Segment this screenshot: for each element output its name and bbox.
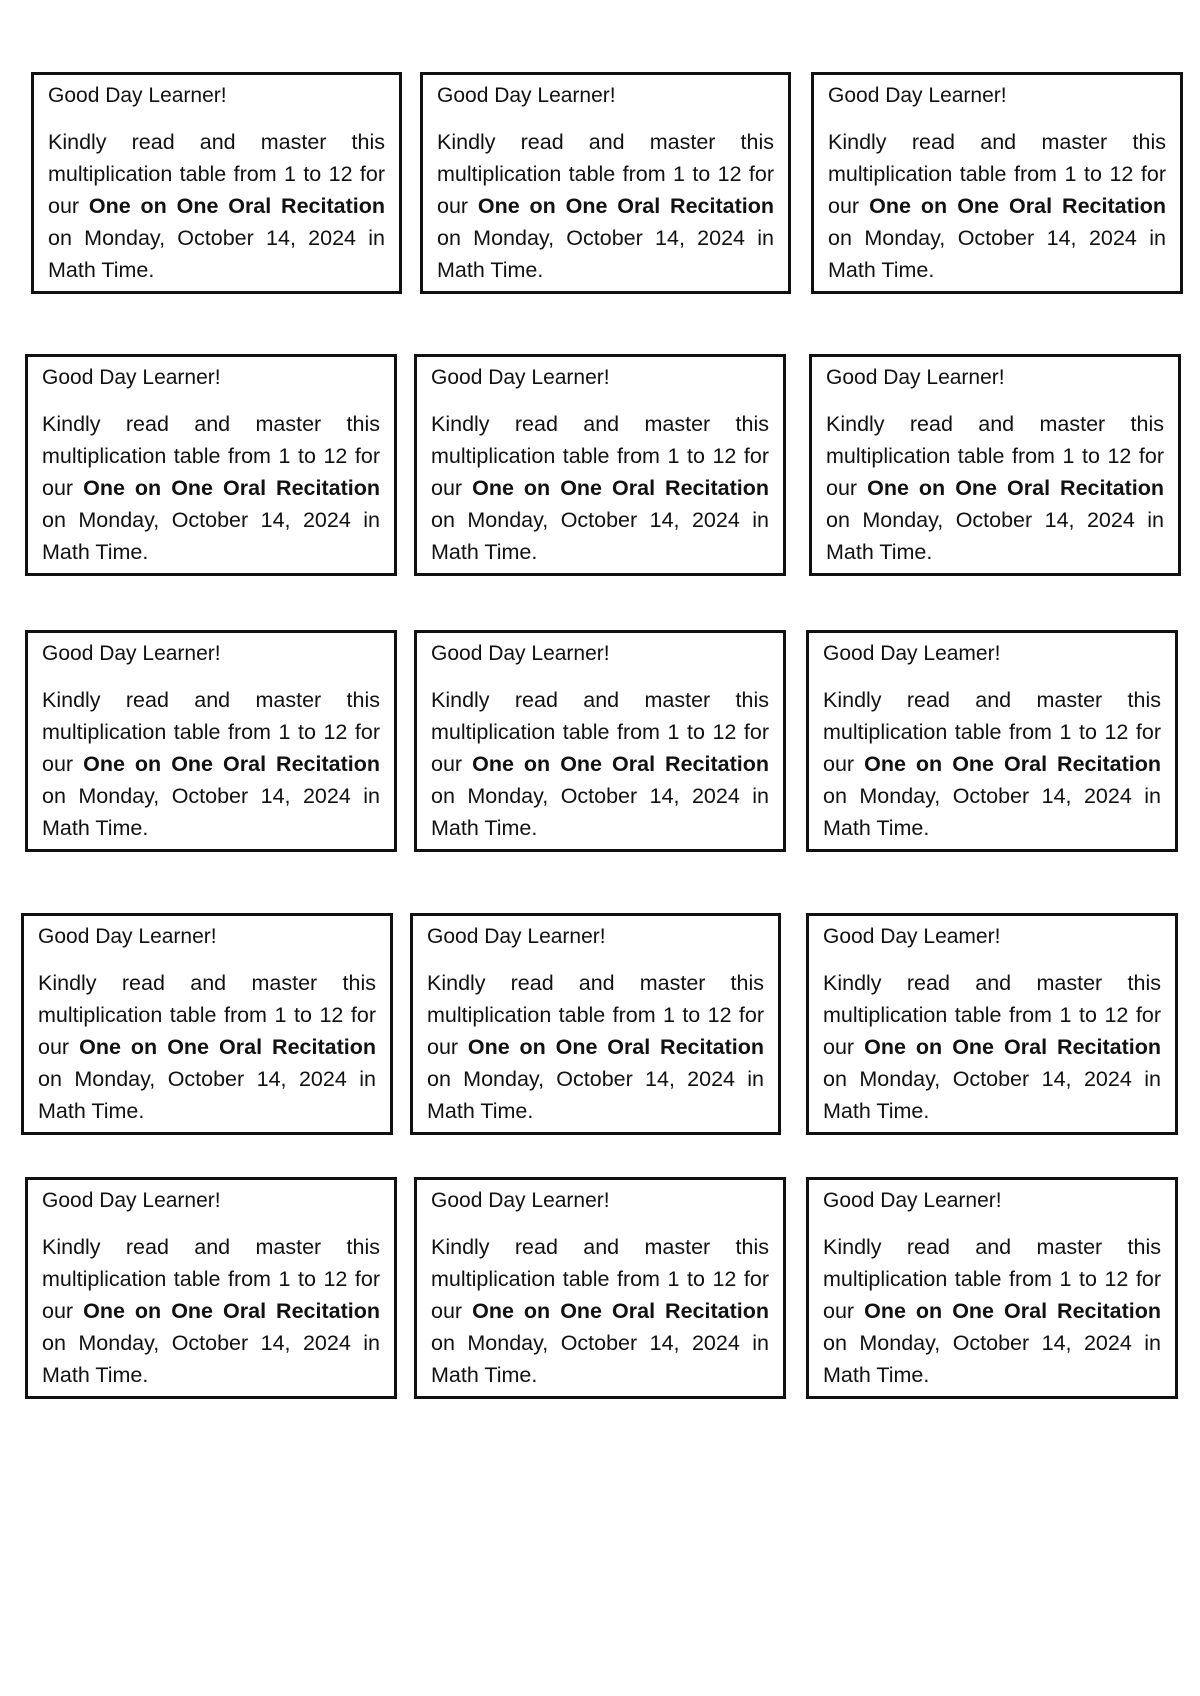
card-closing: on Monday, October 14, 2024 in Math Time. [826,508,1164,564]
card-message [42,408,380,568]
card-message [823,967,1161,1127]
reminder-card [420,72,791,294]
card-intro: Kindly read and master this multiplication table from 1 to 12 for our [437,130,774,218]
reminder-card [414,1177,786,1399]
card-intro: Kindly read and master this multiplication table from 1 to 12 for our [431,1235,769,1323]
card-intro: Kindly read and master this multiplication table from 1 to 12 for our [48,130,385,218]
card-greeting: Good Day Learner! [437,84,616,107]
card-closing: on Monday, October 14, 2024 in Math Time. [42,508,380,564]
card-message [38,967,376,1127]
card-event: One on One Oral Recitation [472,476,769,500]
reminder-card [410,913,781,1135]
card-event: One on One Oral Recitation [864,752,1161,776]
reminder-card [31,72,402,294]
card-intro: Kindly read and master this multiplication table from 1 to 12 for our [42,688,380,776]
reminder-card [414,630,786,852]
card-message [437,126,774,286]
card-event: One on One Oral Recitation [472,1299,769,1323]
card-message [427,967,764,1127]
card-intro: Kindly read and master this multiplication table from 1 to 12 for our [823,1235,1161,1323]
card-closing: on Monday, October 14, 2024 in Math Time. [38,1067,376,1123]
card-greeting: Good Day Learner! [427,925,606,948]
card-greeting: Good Day Learner! [431,642,610,665]
card-intro: Kindly read and master this multiplication table from 1 to 12 for our [427,971,764,1059]
card-closing: on Monday, October 14, 2024 in Math Time. [437,226,774,282]
card-greeting: Good Day Learner! [431,1189,610,1212]
card-greeting: Good Day Learner! [42,642,221,665]
card-event: One on One Oral Recitation [79,1035,376,1059]
card-closing: on Monday, October 14, 2024 in Math Time. [42,1331,380,1387]
reminder-card [25,1177,397,1399]
card-message [48,126,385,286]
card-intro: Kindly read and master this multiplication table from 1 to 12 for our [826,412,1164,500]
card-closing: on Monday, October 14, 2024 in Math Time. [823,784,1161,840]
card-intro: Kindly read and master this multiplication table from 1 to 12 for our [38,971,376,1059]
card-greeting: Good Day Learner! [431,366,610,389]
card-closing: on Monday, October 14, 2024 in Math Time. [823,1067,1161,1123]
reminder-card [806,913,1178,1135]
reminder-card [811,72,1183,294]
card-greeting: Good Day Learner! [38,925,217,948]
card-intro: Kindly read and master this multiplication table from 1 to 12 for our [823,688,1161,776]
card-greeting: Good Day Learner! [42,1189,221,1212]
card-event: One on One Oral Recitation [472,752,769,776]
card-closing: on Monday, October 14, 2024 in Math Time. [823,1331,1161,1387]
card-closing: on Monday, October 14, 2024 in Math Time. [42,784,380,840]
card-intro: Kindly read and master this multiplication table from 1 to 12 for our [42,1235,380,1323]
card-closing: on Monday, October 14, 2024 in Math Time. [431,1331,769,1387]
card-greeting: Good Day Learner! [828,84,1007,107]
card-event: One on One Oral Recitation [869,194,1166,218]
card-intro: Kindly read and master this multiplication table from 1 to 12 for our [828,130,1166,218]
card-event: One on One Oral Recitation [467,1035,764,1059]
card-event: One on One Oral Recitation [864,1299,1161,1323]
card-event: One on One Oral Recitation [83,476,380,500]
card-event: One on One Oral Recitation [83,752,380,776]
card-intro: Kindly read and master this multiplication table from 1 to 12 for our [823,971,1161,1059]
card-closing: on Monday, October 14, 2024 in Math Time. [427,1067,764,1123]
reminder-card [25,630,397,852]
card-event: One on One Oral Recitation [83,1299,380,1323]
card-event: One on One Oral Recitation [867,476,1164,500]
card-message [431,684,769,844]
card-message [823,684,1161,844]
card-greeting: Good Day Leamer! [823,642,1001,665]
card-message [42,1231,380,1391]
card-greeting: Good Day Learner! [823,1189,1002,1212]
card-intro: Kindly read and master this multiplication table from 1 to 12 for our [431,688,769,776]
card-event: One on One Oral Recitation [864,1035,1161,1059]
card-message [431,408,769,568]
reminder-card [806,630,1178,852]
reminder-card [21,913,393,1135]
reminder-card [25,354,397,576]
card-closing: on Monday, October 14, 2024 in Math Time. [431,784,769,840]
card-message [431,1231,769,1391]
card-message [42,684,380,844]
card-event: One on One Oral Recitation [477,194,774,218]
reminder-card [806,1177,1178,1399]
card-message [826,408,1164,568]
card-intro: Kindly read and master this multiplication table from 1 to 12 for our [42,412,380,500]
card-greeting: Good Day Learner! [42,366,221,389]
reminder-card [414,354,786,576]
card-closing: on Monday, October 14, 2024 in Math Time. [48,226,385,282]
reminder-card [809,354,1181,576]
card-greeting: Good Day Learner! [48,84,227,107]
card-closing: on Monday, October 14, 2024 in Math Time. [431,508,769,564]
card-intro: Kindly read and master this multiplication table from 1 to 12 for our [431,412,769,500]
card-message [828,126,1166,286]
card-message [823,1231,1161,1391]
card-greeting: Good Day Leamer! [823,925,1001,948]
card-event: One on One Oral Recitation [88,194,385,218]
card-closing: on Monday, October 14, 2024 in Math Time. [828,226,1166,282]
card-greeting: Good Day Learner! [826,366,1005,389]
